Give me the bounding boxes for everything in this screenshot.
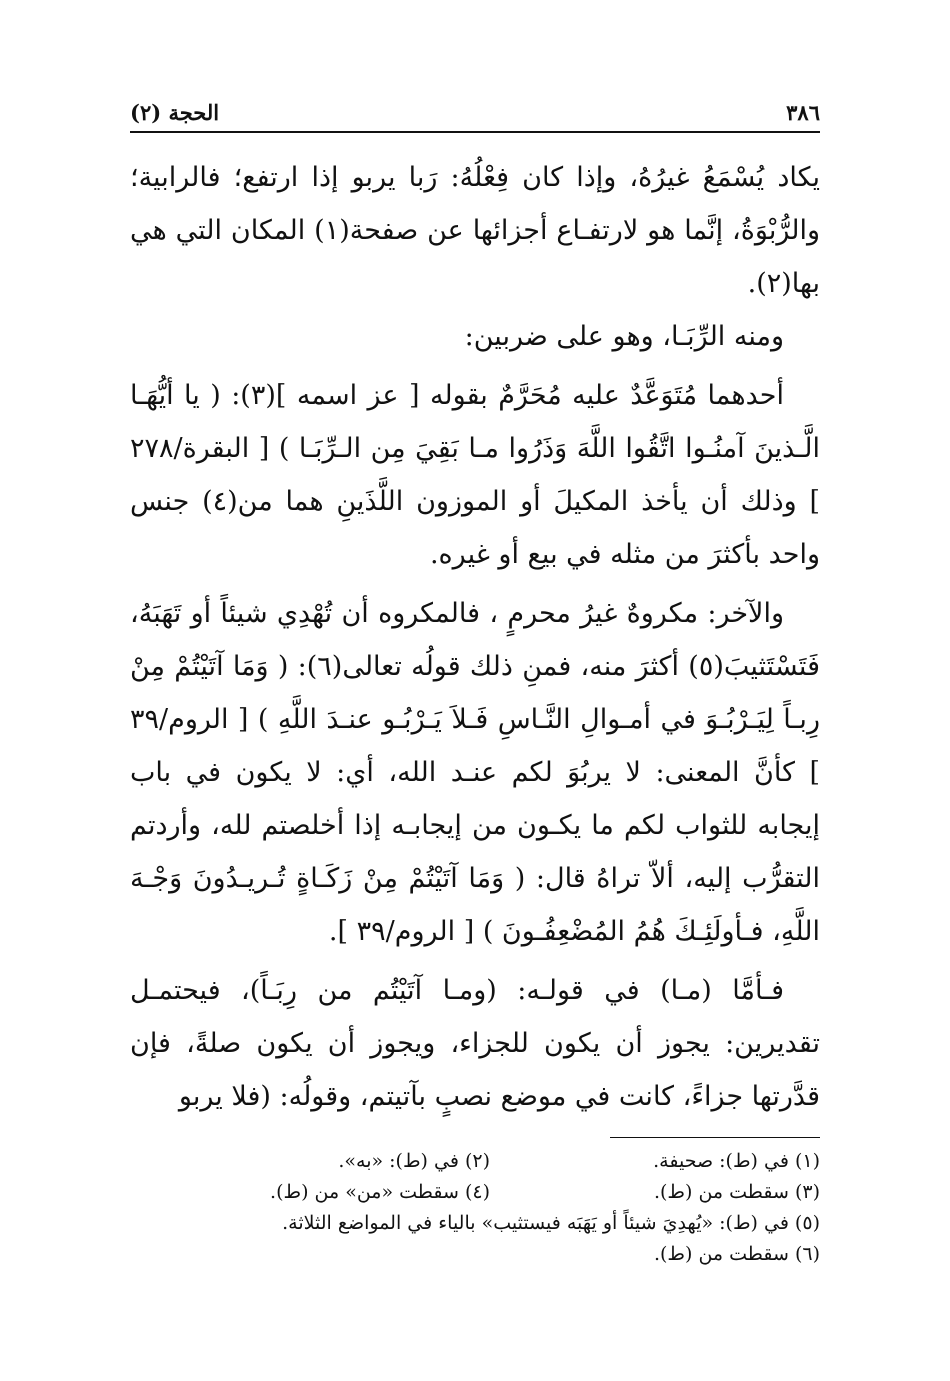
page-number: ٣٨٦: [786, 99, 820, 125]
footnotes: [130, 1146, 820, 1270]
main-text: [130, 151, 820, 1123]
footnote-row: [130, 1177, 820, 1208]
running-title: الحجة (٢): [130, 99, 220, 125]
paragraph-4: والآخر: مكروهٌ غيرُ محرمٍ ، فالمكروه أن تُهْدِي شيئاً أو تَهَبَهُ، فَتَسْتَثيبَ(٥) أكثرَ منه، فمنِ ذلك قولُه تعالى(٦): ( وَمَا آتَيْتُمْ مِنْ رِبـاً لِيَـرْبُـوَ في أمـوالِ النَّـاسِ فَـلاَ يَـرْبُـو عنـدَ اللَّهِ ) [ الروم/٣٩ ] كأنَّ المعنى: لا يربُوَ لكم عنـد الله، أي: لا يكون في باب إيجابه للثواب لكم ما يكـون من إيجابـه إذا أخلصتم لله، وأردتم التقرُّب إليه، ألاّ تراهُ قال: ( وَمَا آتَيْتُمْ مِنْ زَكَـاةٍ تُـريـدُونَ وَجْـهَ اللَّهِ، فـأولَئِـكَ هُمُ المُضْعِفُـونَ ) [ الروم/٣٩ ].: [130, 598, 820, 947]
footnote-3: (٣) سقطت من (ط).: [653, 1181, 820, 1203]
book-page: [130, 95, 820, 1270]
paragraph-5: فـأمَّا (مـا) في قولـه: (ومـا آتَيْتُم من رِبَـاً)، فيحتمـل تقديرين: يجوز أن يكون للجزاء، ويجوز أن يكون صلةً، فإن قدَّرتها جزاءً، كانت في موضع نصبٍ بآتيتم، وقولُه: (فلا يربو: [130, 975, 820, 1112]
footnote-rule: [610, 1137, 820, 1138]
paragraph-2: ومنه الرِّبَـا، وهو على ضربين:: [464, 321, 784, 352]
footnote-1: (١) في (ط): صحيفة.: [653, 1150, 820, 1172]
page-header: [130, 95, 820, 129]
footnote-row: [130, 1146, 820, 1177]
paragraph-3: أحدهما مُتَوَعَّدٌ عليه مُحَرَّمٌ بقوله [ عز اسمه ](٣): ( يا أيُّهَـا الَّـذينَ آمنُـوا اتَّقُوا اللَّهَ وَذَرُوا مـا بَقِيَ مِن الـرِّبَـا ) [ البقرة/٢٧٨ ] وذلك أن يأخذ المكيلَ أو الموزون اللَّذَينِ هما من(٤) جنس واحد بأكثرَ من مثله في بيع أو غيره.: [130, 380, 820, 570]
footnote-2: (٢) في (ط): «به».: [338, 1150, 490, 1172]
paragraph-1: يكاد يُسْمَعُ غيرُهُ، وإذا كان فِعْلُهُ: رَبا يربو إذا ارتفع؛ فالرابية؛ والرُّبْوَةُ، إنَّما هو لارتفـاع أجزائها عن صفحة(١) المكان التي هي بها(٢).: [130, 162, 820, 299]
footnote-5: (٥) في (ط): «يُهدِيَ شيئاً أو يَهَبَه فيستثيب» بالياء في المواضع الثلاثة.: [282, 1212, 820, 1234]
footnote-4: (٤) سقطت «من» من (ط).: [270, 1181, 490, 1203]
header-rule: [130, 131, 820, 133]
footnote-6: (٦) سقطت من (ط).: [653, 1243, 820, 1265]
